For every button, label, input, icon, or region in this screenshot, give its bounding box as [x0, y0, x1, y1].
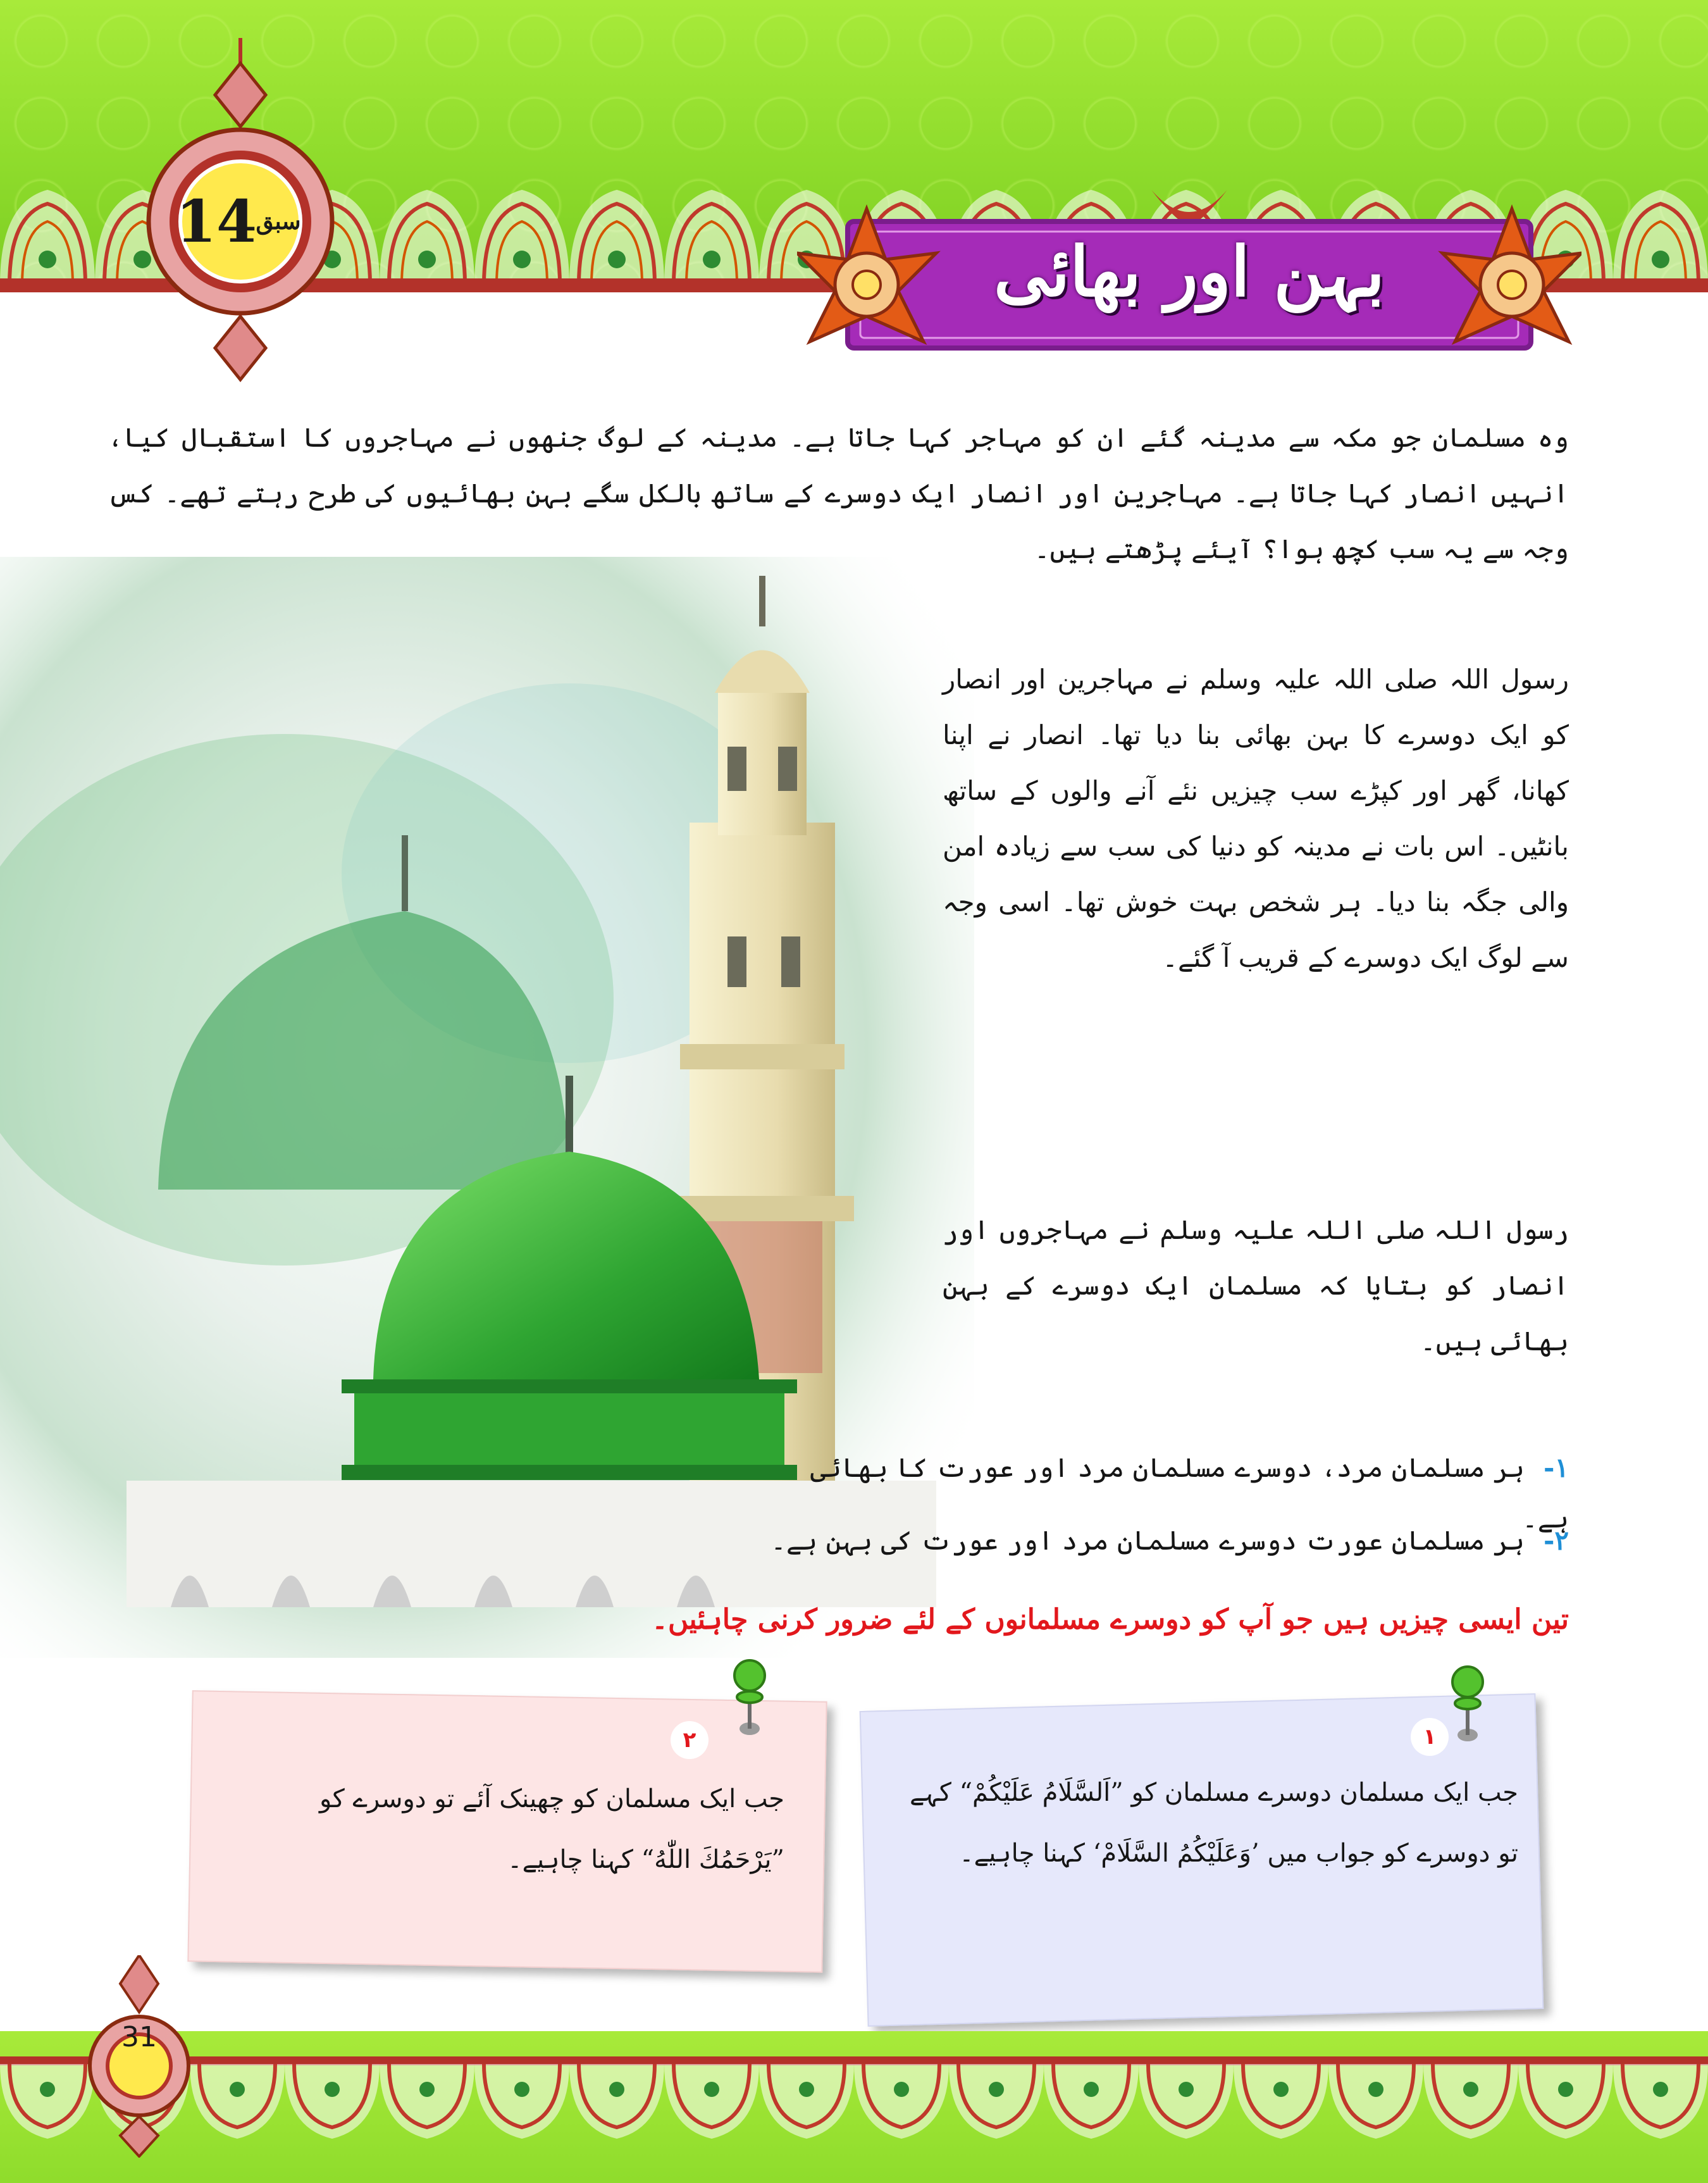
- lesson-number: 14: [176, 187, 257, 256]
- note-text: جب ایک مسلمان دوسرے مسلمان کو ”اَلسَّلَامُ عَلَیْکُمْ“ کہے تو دوسرے کو جواب میں ’وَعَلَیْکُمُ السَّلَامْ‘ کہنا چاہیے۔: [909, 1778, 1518, 1868]
- note-text: جب ایک مسلمان کو چھینک آئے تو دوسرے کو ”یَرْحَمُكَ اللّٰهُ“ کہنا چاہیے۔: [319, 1784, 784, 1874]
- note-number: ۲: [671, 1721, 709, 1759]
- point-item: [759, 1443, 1569, 1534]
- lesson-title: بہن اور بھائی: [994, 232, 1385, 312]
- pushpin-icon: [727, 1658, 772, 1740]
- point-number: ۱-: [1544, 1452, 1569, 1483]
- page-number: 31: [121, 2021, 157, 2053]
- point-item: [759, 1515, 1569, 1566]
- pushpin-icon: [1445, 1664, 1490, 1746]
- highlight-sentence: تین ایسی چیزیں ہیں جو آپ کو دوسرے مسلمانوں کے لئے ضرور کرنی چاہئیں۔: [652, 1603, 1569, 1636]
- lesson-label: سبق: [256, 208, 301, 235]
- point-text: ہر مسلمان عورت دوسرے مسلمان مرد اور عورت کی بہن ہے۔: [770, 1525, 1525, 1556]
- intro-paragraph: وہ مسلمان جو مکہ سے مدینہ گئے ان کو مہاجر کہا جاتا ہے۔ مدینہ کے لوگ جنھوں نے مہاجروں کا استقبال کیا، انہیں انصار کہا جاتا ہے۔ مہاجرین اور انصار ایک دوسرے کے ساتھ بالکل سگے بہن بھائیوں کی طرح رہتے تھے۔ کس وجہ سے یہ سب کچھ ہوا؟ آیئے پڑھتے ہیں۔: [108, 422, 1569, 564]
- footer-ornament: [0, 2064, 1708, 2153]
- ansar-paragraph: رسول اللہ صلی اللہ علیہ وسلم نے مہاجرین اور انصار کو ایک دوسرے کا بہن بھائی بنا دیا تھا۔ انصار نے اپنا کھانا، گھر اور کپڑے سب چیزیں نئے آنے والوں کے ساتھ بانٹیں۔ اس بات نے مدینہ کو دنیا کی سب سے زیادہ امن والی جگہ بنا دیا۔ ہر شخص بہت خوش تھا۔ اسی وجہ سے لوگ ایک دوسرے کے قریب آ گئے۔: [943, 664, 1569, 973]
- point-text: ہر مسلمان مرد، دوسرے مسلمان مرد اور عورت کا بھائی ہے۔: [810, 1452, 1569, 1534]
- point-number: ۲-: [1544, 1525, 1569, 1556]
- note-number: ۱: [1411, 1718, 1449, 1756]
- teaching-paragraph: رسول اللہ صلی اللہ علیہ وسلم نے مہاجروں اور انصار کو بتایا کہ مسلمان ایک دوسرے کے بہن بھائی ہیں۔: [943, 1214, 1569, 1357]
